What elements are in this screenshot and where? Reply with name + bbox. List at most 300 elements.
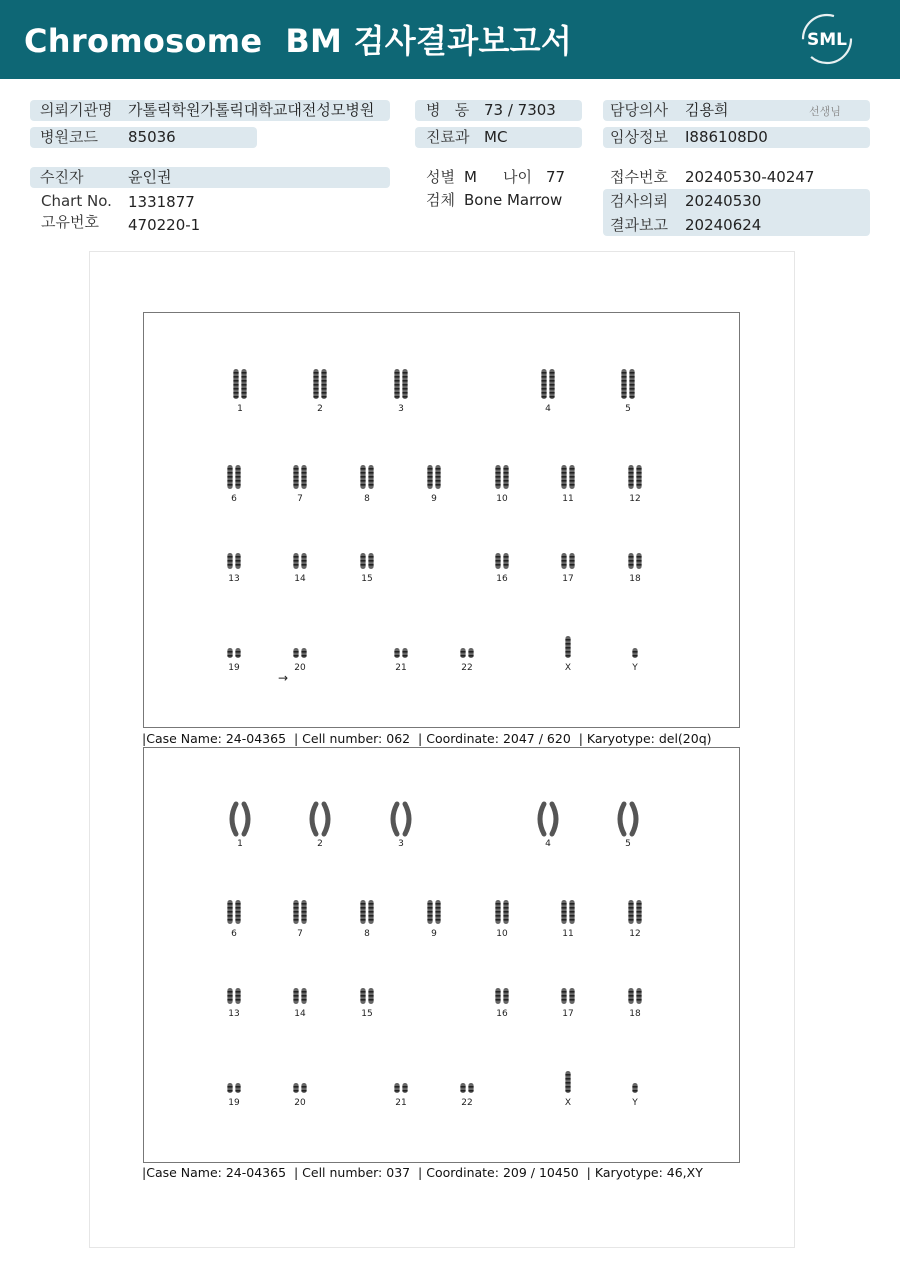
- chromosome-band: [495, 480, 500, 482]
- report-title: Chromosome BM 검사결과보고서: [24, 22, 573, 60]
- chromosome-band: [321, 388, 326, 390]
- chromosome-band: [241, 396, 246, 398]
- karyogram-panel-2: [143, 747, 740, 1163]
- chromosome-band: [293, 999, 298, 1001]
- chromosome-band: [503, 564, 508, 566]
- chromosome-label: 3: [398, 404, 404, 414]
- chromosome-band: [569, 919, 574, 921]
- dept-value: MC: [484, 128, 508, 146]
- chromosome-label: 13: [228, 1009, 240, 1019]
- chromosome-band: [301, 1090, 306, 1092]
- chromosome-band: [621, 376, 626, 378]
- id-value: 470220-1: [128, 216, 201, 234]
- chromosome-band: [621, 392, 626, 394]
- chromosome-band: [241, 384, 246, 386]
- chromosome-band: [495, 919, 500, 921]
- chromosome-band: [561, 907, 566, 909]
- chromosome-pair-10: [495, 900, 508, 939]
- chromosome-band: [460, 1086, 465, 1088]
- chromosome-band: [503, 903, 508, 905]
- chromosome-band: [368, 915, 373, 917]
- chromosome-band: [301, 560, 306, 562]
- chromosome-band: [301, 903, 306, 905]
- chromosome-band: [636, 907, 641, 909]
- chromosome-pair-2: [313, 369, 326, 414]
- chromosome-band: [313, 392, 318, 394]
- chromosome-band: [227, 995, 232, 997]
- chromosome-band: [541, 396, 546, 398]
- chromosome-band: [561, 560, 566, 562]
- chromosome-pair-16: [495, 553, 508, 584]
- chromosome-band: [495, 903, 500, 905]
- chromosome-band: [368, 480, 373, 482]
- chromosome-label: 9: [431, 929, 437, 939]
- chromosome-label: 20: [294, 663, 306, 673]
- chromosome-label: 19: [228, 1098, 240, 1108]
- chromosome-band: [636, 468, 641, 470]
- chromosome-band: [293, 556, 298, 558]
- chromosome-band: [435, 903, 440, 905]
- chromosome-band: [394, 651, 399, 653]
- chromosome-band: [301, 991, 306, 993]
- clinical-label: 임상정보: [610, 128, 668, 146]
- chromosome-pair-7: [293, 900, 306, 939]
- chromosome-pair-22: [460, 648, 473, 673]
- karyogram-caption-1: |Case Name: 24-04365 | Cell number: 062 | Coordinate: 2047 / 620 | Karyotype: del(20q): [142, 731, 712, 746]
- chromosome-band: [435, 915, 440, 917]
- chromosome-pair-1: [233, 369, 246, 414]
- chromosome-band: [227, 1086, 232, 1088]
- chromosome-band: [368, 903, 373, 905]
- chromosome-pair-Y: [631, 1083, 638, 1108]
- chromosome-band: [569, 560, 574, 562]
- chromosome-pair-4: [541, 369, 554, 414]
- chromosome-pair-9: [427, 465, 440, 504]
- chromosome-band: [233, 388, 238, 390]
- chromosome-pair-22: [460, 1083, 473, 1108]
- chromosome-band: [227, 915, 232, 917]
- chromosome-band: [227, 468, 232, 470]
- chromosome-band: [503, 915, 508, 917]
- chromosome-band: [235, 995, 240, 997]
- chromosome-band: [227, 480, 232, 482]
- chromosome-band: [368, 919, 373, 921]
- chromosome-shape: [632, 804, 636, 834]
- chromosome-label: 1: [237, 839, 243, 849]
- chromosome-band: [241, 376, 246, 378]
- chromosome-band: [561, 999, 566, 1001]
- chromosome-band: [427, 911, 432, 913]
- chromosome-band: [621, 388, 626, 390]
- chromosome-band: [495, 476, 500, 478]
- chromosome-band: [368, 995, 373, 997]
- chromosome-shape: [393, 804, 397, 834]
- chromosome-label: 10: [496, 929, 508, 939]
- chromosome-band: [549, 388, 554, 390]
- chromosome-band: [435, 468, 440, 470]
- report-date-value: 20240624: [685, 216, 762, 234]
- chromosome-band: [636, 564, 641, 566]
- chromosome-label: 2: [317, 404, 323, 414]
- chromosome-band: [394, 384, 399, 386]
- karyogram-panel-1: [143, 312, 740, 728]
- chromosome-band: [503, 556, 508, 558]
- chromosome-band: [561, 472, 566, 474]
- logo-text: SML: [807, 30, 847, 50]
- chromosome-band: [301, 919, 306, 921]
- chromosome-band: [293, 995, 298, 997]
- chromosome-label: Y: [632, 663, 638, 673]
- chromosome-band: [368, 911, 373, 913]
- chromosome-label: 14: [294, 574, 306, 584]
- chromosome-label: 7: [297, 494, 303, 504]
- chromosome-label: 20: [294, 1098, 306, 1108]
- chromosome-band: [435, 907, 440, 909]
- chromosome-band: [233, 380, 238, 382]
- chromosome-band: [293, 919, 298, 921]
- chromosome-band: [629, 388, 634, 390]
- chromosome-label: 15: [361, 574, 373, 584]
- age-label: 나이: [503, 168, 532, 186]
- chromosome-band: [313, 396, 318, 398]
- chromosome-band: [235, 999, 240, 1001]
- chromosome-band: [293, 1086, 298, 1088]
- chromosome-band: [360, 999, 365, 1001]
- chromosome-band: [561, 476, 566, 478]
- chromosome-pair-3: [394, 369, 407, 414]
- chromosome-band: [628, 472, 633, 474]
- chromosome-band: [293, 468, 298, 470]
- chromosome-band: [368, 472, 373, 474]
- chromosome-band: [628, 556, 633, 558]
- chromosome-shape: [620, 804, 624, 834]
- chromosome-band: [565, 1074, 570, 1076]
- chromosome-shape: [244, 804, 248, 834]
- chromosome-band: [565, 643, 570, 645]
- chromosome-pair-8: [360, 900, 373, 939]
- chromosome-pair-14: [293, 553, 306, 584]
- chromosome-band: [503, 560, 508, 562]
- chromosome-band: [235, 476, 240, 478]
- chromosome-band: [293, 484, 298, 486]
- chromosome-band: [301, 915, 306, 917]
- chromosome-band: [227, 560, 232, 562]
- chromosome-band: [561, 903, 566, 905]
- chromosome-band: [235, 560, 240, 562]
- chromosome-band: [313, 384, 318, 386]
- chromosome-label: 19: [228, 663, 240, 673]
- chromosome-pair-13: [227, 988, 240, 1019]
- chromosome-band: [301, 472, 306, 474]
- chromosome-band: [233, 376, 238, 378]
- chromosome-band: [503, 991, 508, 993]
- chromosome-band: [241, 388, 246, 390]
- chromosome-band: [394, 372, 399, 374]
- chromosome-band: [293, 991, 298, 993]
- chromosome-pair-21: [394, 1083, 407, 1108]
- chromosome-band: [227, 911, 232, 913]
- chromosome-band: [360, 556, 365, 558]
- chromosome-band: [629, 392, 634, 394]
- chromosome-band: [435, 476, 440, 478]
- chromosome-band: [628, 476, 633, 478]
- chromosome-band: [301, 651, 306, 653]
- chromosome-band: [360, 476, 365, 478]
- chromosome-band: [628, 480, 633, 482]
- chromosome-band: [632, 1086, 637, 1088]
- chromosome-label: X: [564, 663, 572, 673]
- chromosome-pair-15: [360, 988, 373, 1019]
- chromosome-band: [621, 396, 626, 398]
- chromosome-band: [561, 911, 566, 913]
- chromosome-band: [233, 384, 238, 386]
- chromosome-pair-19: [227, 1083, 240, 1108]
- chromosome-band: [628, 560, 633, 562]
- chromosome-band: [636, 903, 641, 905]
- chromosome-label: 11: [562, 494, 574, 504]
- chromosome-pair-3: [393, 804, 409, 849]
- chromosome-band: [368, 560, 373, 562]
- chromosome-band: [541, 376, 546, 378]
- chromosome-band: [636, 915, 641, 917]
- chromosome-band: [621, 384, 626, 386]
- chromosome-band: [569, 564, 574, 566]
- chromosome-band: [235, 651, 240, 653]
- chromosome-band: [313, 380, 318, 382]
- chromosome-band: [565, 647, 570, 649]
- chromosome-band: [427, 903, 432, 905]
- chromosome-band: [301, 480, 306, 482]
- chromosome-band: [460, 651, 465, 653]
- chromosome-band: [293, 911, 298, 913]
- chromosome-pair-5: [620, 804, 636, 849]
- chromosome-band: [235, 564, 240, 566]
- chromosome-band: [360, 480, 365, 482]
- chromosome-band: [241, 372, 246, 374]
- chromosome-band: [368, 468, 373, 470]
- chromosome-label: 10: [496, 494, 508, 504]
- chromosome-band: [495, 556, 500, 558]
- chromosome-shape: [312, 804, 316, 834]
- chromosome-band: [427, 476, 432, 478]
- chromosome-band: [293, 651, 298, 653]
- chromosome-band: [293, 476, 298, 478]
- chromosome-pair-2: [312, 804, 328, 849]
- receipt-value: 20240530-40247: [685, 168, 815, 186]
- request-value: 20240530: [685, 192, 762, 210]
- chromosome-band: [569, 556, 574, 558]
- chromosome-band: [301, 1086, 306, 1088]
- chromosome-pair-20: [293, 1083, 306, 1108]
- chromosome-band: [629, 396, 634, 398]
- chromosome-label: 12: [629, 494, 641, 504]
- chromosome-band: [628, 999, 633, 1001]
- chromosome-band: [569, 995, 574, 997]
- chromosome-band: [565, 1078, 570, 1080]
- chromosome-band: [565, 1082, 570, 1084]
- chromosome-band: [368, 556, 373, 558]
- chromosome-band: [235, 903, 240, 905]
- chromosome-band: [636, 476, 641, 478]
- chromosome-pair-6: [227, 465, 240, 504]
- chromosome-pair-6: [227, 900, 240, 939]
- chromosome-band: [313, 388, 318, 390]
- chromosome-band: [233, 372, 238, 374]
- chromosome-band: [565, 1090, 570, 1092]
- chromosome-band: [301, 995, 306, 997]
- chromosome-band: [394, 1086, 399, 1088]
- chromosome-band: [227, 999, 232, 1001]
- chromosome-band: [235, 907, 240, 909]
- chromosome-band: [503, 476, 508, 478]
- chromosome-band: [636, 995, 641, 997]
- chromosome-pair-14: [293, 988, 306, 1019]
- chromosome-band: [301, 999, 306, 1001]
- chromosome-band: [569, 476, 574, 478]
- chromosome-label: 11: [562, 929, 574, 939]
- chromosome-band: [561, 991, 566, 993]
- chromosome-band: [402, 396, 407, 398]
- chromosome-band: [503, 907, 508, 909]
- chromosome-band: [360, 468, 365, 470]
- chromosome-band: [495, 472, 500, 474]
- chromosome-band: [435, 919, 440, 921]
- chromosome-band: [301, 907, 306, 909]
- chromosome-band: [293, 564, 298, 566]
- chromosome-label: 9: [431, 494, 437, 504]
- chromosome-band: [561, 564, 566, 566]
- chromosome-band: [402, 392, 407, 394]
- chromosome-band: [402, 380, 407, 382]
- chromosome-label: 6: [231, 929, 237, 939]
- chromosome-label: 7: [297, 929, 303, 939]
- chromosome-band: [227, 484, 232, 486]
- chromosome-band: [541, 388, 546, 390]
- chromosome-label: 2: [317, 839, 323, 849]
- chromosome-label: 3: [398, 839, 404, 849]
- chromosome-band: [503, 999, 508, 1001]
- chromosome-label: 22: [461, 1098, 473, 1108]
- chromosome-band: [360, 560, 365, 562]
- chromosome-band: [561, 480, 566, 482]
- chromosome-shape: [552, 804, 556, 834]
- chromosome-band: [636, 991, 641, 993]
- deletion-arrow: →: [278, 671, 289, 685]
- chromosome-band: [621, 372, 626, 374]
- chromosome-band: [227, 556, 232, 558]
- chromosome-band: [565, 639, 570, 641]
- chromosome-band: [235, 480, 240, 482]
- chromosome-band: [636, 480, 641, 482]
- sex-value: M: [464, 168, 477, 186]
- chromosome-band: [402, 384, 407, 386]
- chromosome-band: [549, 384, 554, 386]
- chromosome-band: [293, 907, 298, 909]
- chromosome-band: [628, 484, 633, 486]
- chromosome-band: [227, 655, 232, 657]
- chromosome-band: [503, 911, 508, 913]
- chromosome-band: [360, 484, 365, 486]
- request-label: 검사의뢰: [610, 192, 668, 210]
- chromosome-band: [561, 556, 566, 558]
- chromosome-band: [321, 372, 326, 374]
- institution-label: 의뢰기관명: [40, 101, 113, 119]
- chromosome-band: [569, 991, 574, 993]
- chromosome-band: [636, 999, 641, 1001]
- chromosome-band: [468, 655, 473, 657]
- chromosome-band: [235, 1086, 240, 1088]
- chromosome-band: [435, 484, 440, 486]
- chromosome-pair-1: [232, 804, 248, 849]
- chromosome-band: [301, 468, 306, 470]
- chromosome-band: [368, 999, 373, 1001]
- chromosome-band: [360, 907, 365, 909]
- chromosome-band: [235, 911, 240, 913]
- chromosome-pair-9: [427, 900, 440, 939]
- chromosome-band: [360, 919, 365, 921]
- id-label: 고유번호: [41, 213, 99, 231]
- chromosome-band: [321, 380, 326, 382]
- chromosome-band: [628, 903, 633, 905]
- chromosome-band: [368, 484, 373, 486]
- chromosome-pair-20: [293, 648, 306, 673]
- chromosome-band: [360, 995, 365, 997]
- chromosome-band: [503, 472, 508, 474]
- chromosome-band: [628, 468, 633, 470]
- chromosome-band: [460, 655, 465, 657]
- chromosome-band: [636, 556, 641, 558]
- chromosome-band: [241, 392, 246, 394]
- report-header: [0, 0, 900, 79]
- chart-label: Chart No.: [41, 192, 112, 210]
- clinical-value: I886108D0: [685, 128, 768, 146]
- chromosome-band: [394, 396, 399, 398]
- chromosome-band: [394, 376, 399, 378]
- chromosome-pair-12: [628, 900, 641, 939]
- chromosome-band: [227, 564, 232, 566]
- chromosome-band: [301, 556, 306, 558]
- chromosome-shape: [540, 804, 544, 834]
- chromosome-label: 4: [545, 404, 551, 414]
- chromosome-band: [293, 560, 298, 562]
- chromosome-label: 16: [496, 574, 508, 584]
- chromosome-band: [235, 556, 240, 558]
- institution-value: 가톨릭학원가톨릭대학교대전성모병원: [128, 101, 375, 119]
- chromosome-label: X: [564, 1098, 572, 1108]
- chromosome-label: Y: [632, 1098, 638, 1108]
- chromosome-band: [427, 484, 432, 486]
- chromosome-band: [495, 564, 500, 566]
- chromosome-band: [394, 1090, 399, 1092]
- chromosome-pair-4: [540, 804, 556, 849]
- chromosome-band: [495, 484, 500, 486]
- chromosome-band: [427, 907, 432, 909]
- chromosome-band: [360, 472, 365, 474]
- chromosome-band: [628, 915, 633, 917]
- chromosome-pair-7: [293, 465, 306, 504]
- chromosome-band: [541, 372, 546, 374]
- chromosome-band: [360, 911, 365, 913]
- chromosome-label: 18: [629, 1009, 641, 1019]
- chromosome-band: [402, 372, 407, 374]
- chromosome-band: [561, 484, 566, 486]
- chromosome-label: 17: [562, 574, 574, 584]
- chromosome-band: [495, 907, 500, 909]
- chromosome-band: [636, 484, 641, 486]
- chromosome-band: [549, 380, 554, 382]
- chromosome-band: [503, 919, 508, 921]
- chromosome-band: [636, 472, 641, 474]
